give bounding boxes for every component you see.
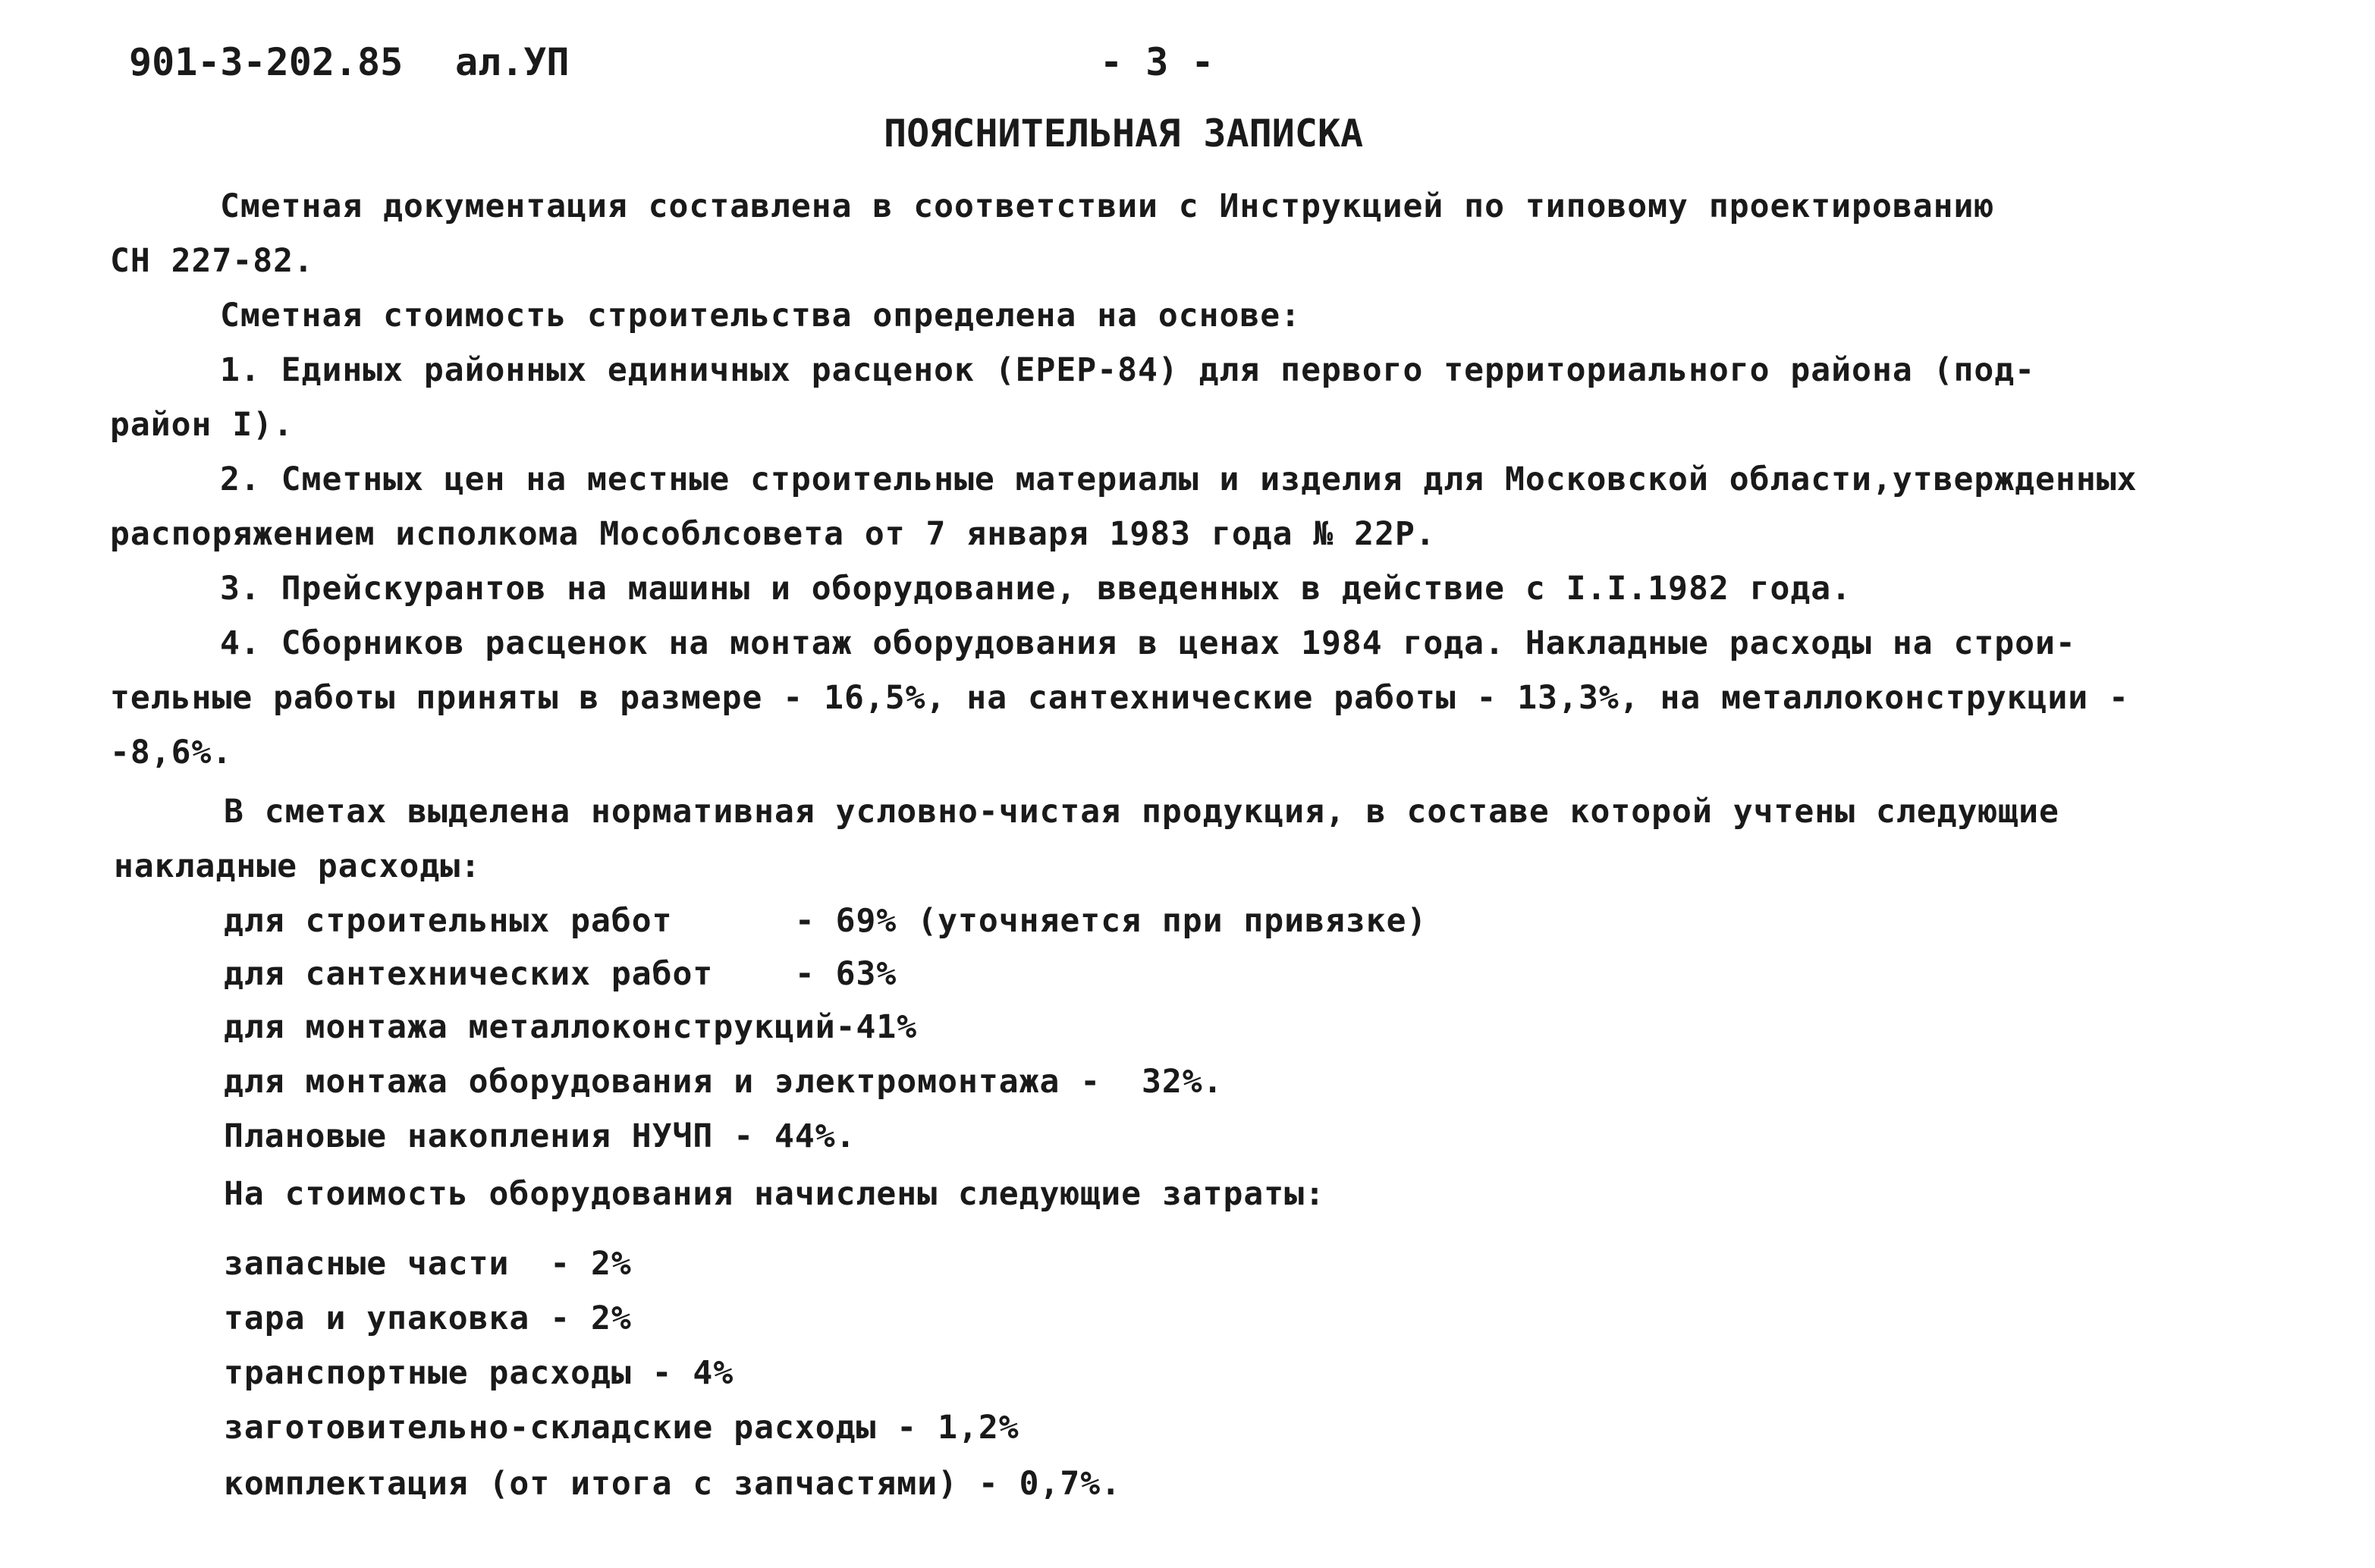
equipment-cost-item: транспортные расходы - 4% (224, 1354, 734, 1392)
paragraph-line: СН 227-82. (110, 242, 314, 280)
document-number: 901-3-202.85 (129, 40, 404, 84)
list-item: 3. Прейскурантов на машины и оборудование, введенных в действие с I.I.1982 года. (220, 570, 1852, 608)
equipment-cost-item: тара и упаковка - 2% (224, 1299, 632, 1337)
equipment-cost-item: заготовительно-складские расходы - 1,2% (224, 1409, 1019, 1447)
overhead-item: Плановые накопления НУЧП - 44%. (224, 1117, 856, 1155)
overhead-item: для строительных работ - 69% (уточняется при привязке) (224, 902, 1428, 940)
paragraph-line: В сметах выделена нормативная условно-чистая продукция, в составе которой учтены следующие (224, 793, 2059, 831)
list-item: 4. Сборников расценок на монтаж оборудования в ценах 1984 года. Накладные расходы на строи- (220, 624, 2076, 662)
paragraph-line: Сметная стоимость строительства определена на основе: (220, 297, 1302, 335)
list-item: распоряжением исполкома Мособлсовета от 7 января 1983 года № 22Р. (110, 515, 1436, 553)
overhead-item: для монтажа оборудования и электромонтажа - 32%. (224, 1063, 1224, 1101)
equipment-cost-item: запасные части - 2% (224, 1245, 632, 1283)
page-number: - 3 - (1100, 40, 1214, 84)
paragraph-line: накладные расходы: (114, 847, 481, 885)
paragraph-line: Сметная документация составлена в соответствии с Инструкцией по типовому проектированию (220, 187, 1995, 225)
list-item: тельные работы приняты в размере - 16,5%, на сантехнические работы - 13,3%, на металлоконструкции - (110, 679, 2129, 717)
overhead-item: для сантехнических работ - 63% (224, 955, 897, 993)
list-item: 2. Сметных цен на местные строительные материалы и изделия для Московской области,утвержденных (220, 460, 2138, 498)
list-item: -8,6%. (110, 734, 233, 771)
paragraph-line: На стоимость оборудования начислены следующие затраты: (224, 1175, 1325, 1213)
list-item: район I). (110, 406, 294, 444)
equipment-cost-item: комплектация (от итога с запчастями) - 0,7%. (224, 1465, 1122, 1503)
overhead-item: для монтажа металлоконструкций-41% (224, 1008, 918, 1046)
album-number: ал.УП (455, 40, 570, 84)
list-item: 1. Единых районных единичных расценок (ЕРЕР-84) для первого территориального района (под- (220, 351, 2036, 389)
page-title: ПОЯСНИТЕЛЬНАЯ ЗАПИСКА (884, 112, 1364, 156)
